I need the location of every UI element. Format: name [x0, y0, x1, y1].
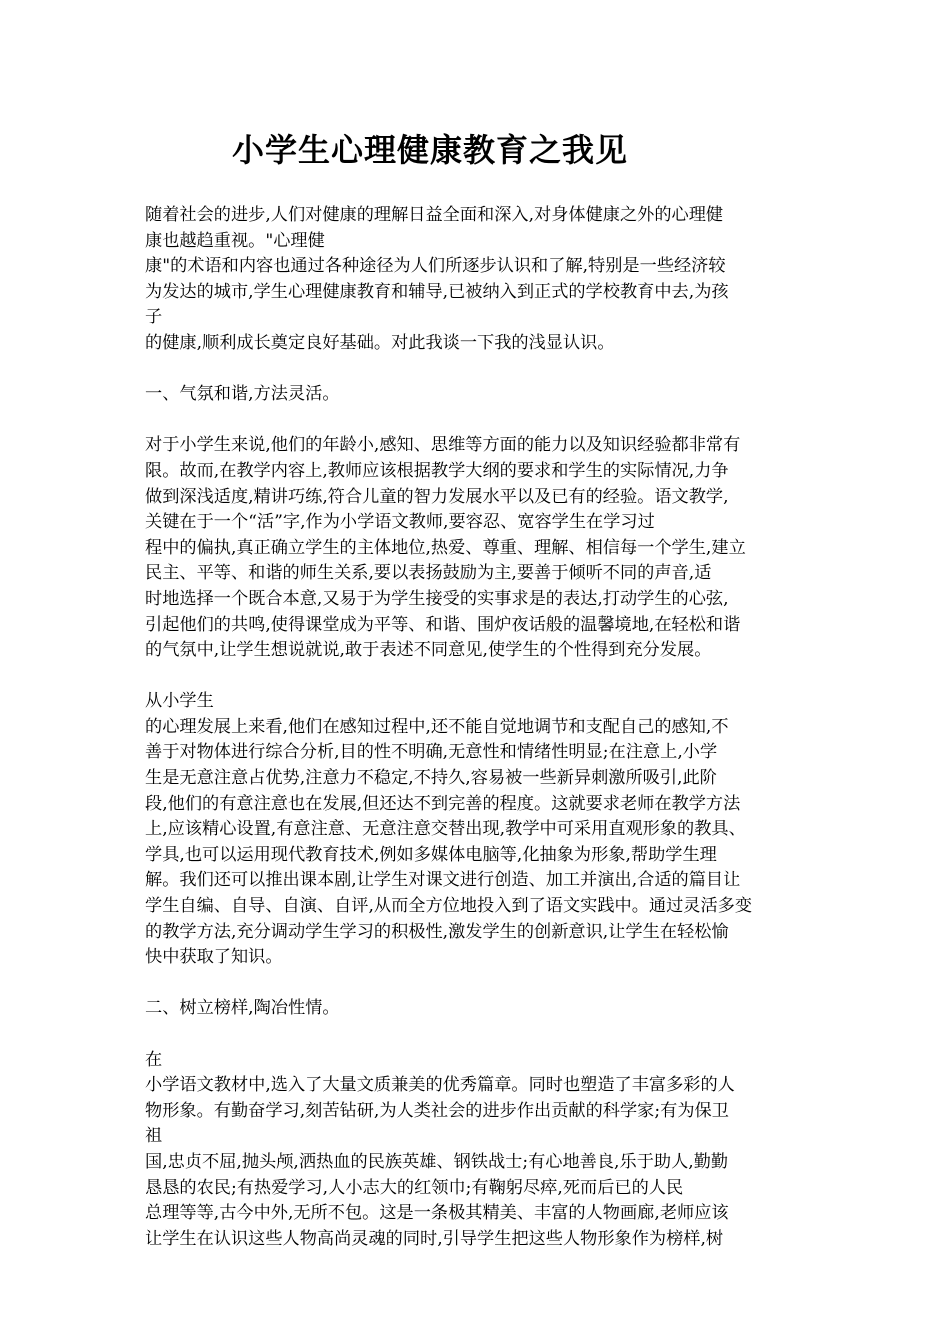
text-line: 限。故而,在教学内容上,教师应该根据教学大纲的要求和学生的实际情况,力争 [145, 460, 729, 481]
text-line: 生是无意注意占优势,注意力不稳定,不持久,容易被一些新异刺激所吸引,此阶 [145, 768, 717, 789]
text-line: 做到深浅适度,精讲巧练,符合儿童的智力发展水平以及已有的经验。语文教学, [145, 486, 729, 507]
blank-line [145, 664, 825, 690]
text-line: 快中获取了知识。 [145, 947, 283, 968]
text-line: 解。我们还可以推出课本剧,让学生对课文进行创造、加工并演出,合适的篇目让 [145, 870, 741, 891]
blank-line [145, 357, 825, 383]
text-line: 民主、平等、和谐的师生关系,要以表扬鼓励为主,要善于倾听不同的声音,适 [145, 563, 712, 584]
text-line: 的气氛中,让学生想说就说,敢于表述不同意见,使学生的个性得到充分发展。 [145, 640, 712, 661]
text-line: 总理等等,古今中外,无所不包。这是一条极其精美、丰富的人物画廊,老师应该 [145, 1203, 729, 1224]
text-line: 为发达的城市,学生心理健康教育和辅导,已被纳入到正式的学校教育中去,为孩 [145, 281, 729, 302]
text-line: 引起他们的共鸣,使得课堂成为平等、和谐、围炉夜话般的温馨境地,在轻松和谐 [145, 614, 741, 635]
document-body [145, 203, 825, 1252]
text-line: 小学语文教材中,选入了大量文质兼美的优秀篇章。同时也塑造了丰富多彩的人 [145, 1075, 735, 1096]
document-title: 小学生心理健康教育之我见 [232, 131, 629, 169]
text-line: 物形象。有勤奋学习,刻苦钻研,为人类社会的进步作出贡献的科学家;有为保卫 [145, 1100, 729, 1121]
text-line: 学生自编、自导、自演、自评,从而全方位地投入到了语文实践中。通过灵活多变 [145, 896, 753, 917]
text-line: 恳恳的农民;有热爱学习,人小志大的红领巾;有鞠躬尽瘁,死而后已的人民 [145, 1177, 684, 1198]
text-line: 让学生在认识这些人物高尚灵魂的同时,引导学生把这些人物形象作为榜样,树 [145, 1228, 724, 1249]
text-line: 一、气氛和谐,方法灵活。 [145, 384, 340, 405]
text-line: 二、树立榜样,陶冶性情。 [145, 998, 340, 1019]
text-line: 的健康,顺利成长奠定良好基础。对此我谈一下我的浅显认识。 [145, 332, 615, 353]
text-line: 康"的术语和内容也通过各种途径为人们所逐步认识和了解,特别是一些经济较 [145, 256, 726, 277]
text-line: 对于小学生来说,他们的年龄小,感知、思维等方面的能力以及知识经验都非常有 [145, 435, 741, 456]
blank-line [145, 408, 825, 434]
text-line: 上,应该精心设置,有意注意、无意注意交替出现,教学中可采用直观形象的教具、 [145, 819, 746, 840]
text-line: 子 [145, 307, 163, 328]
text-line: 时地选择一个既合本意,又易于为学生接受的实事求是的表达,打动学生的心弦, [145, 588, 729, 609]
text-line: 国,忠贞不屈,抛头颅,洒热血的民族英雄、钢铁战士;有心地善良,乐于助人,勤勤 [145, 1151, 729, 1172]
text-line: 关键在于一个“活”字,作为小学语文教师,要容忍、宽容学生在学习过 [145, 512, 655, 533]
text-line: 祖 [145, 1126, 163, 1147]
text-line: 康也越趋重视。"心理健 [145, 230, 325, 251]
blank-line [145, 971, 825, 997]
blank-line [145, 1022, 825, 1048]
text-line: 程中的偏执,真正确立学生的主体地位,热爱、尊重、理解、相信每一个学生,建立 [145, 537, 746, 558]
text-line: 善于对物体进行综合分析,目的性不明确,无意性和情绪性明显;在注意上,小学 [145, 742, 718, 763]
text-line: 的教学方法,充分调动学生学习的积极性,激发学生的创新意识,让学生在轻松愉 [145, 921, 729, 942]
text-line: 学具,也可以运用现代教育技术,例如多媒体电脑等,化抽象为形象,帮助学生理 [145, 844, 717, 865]
text-line: 随着社会的进步,人们对健康的理解日益全面和深入,对身体健康之外的心理健 [145, 205, 724, 225]
text-line: 在 [145, 1049, 163, 1070]
text-line: 段,他们的有意注意也在发展,但还达不到完善的程度。这就要求老师在教学方法 [145, 793, 741, 814]
text-line: 从小学生 [145, 691, 214, 712]
text-line: 的心理发展上来看,他们在感知过程中,还不能自觉地调节和支配自己的感知,不 [145, 716, 729, 737]
